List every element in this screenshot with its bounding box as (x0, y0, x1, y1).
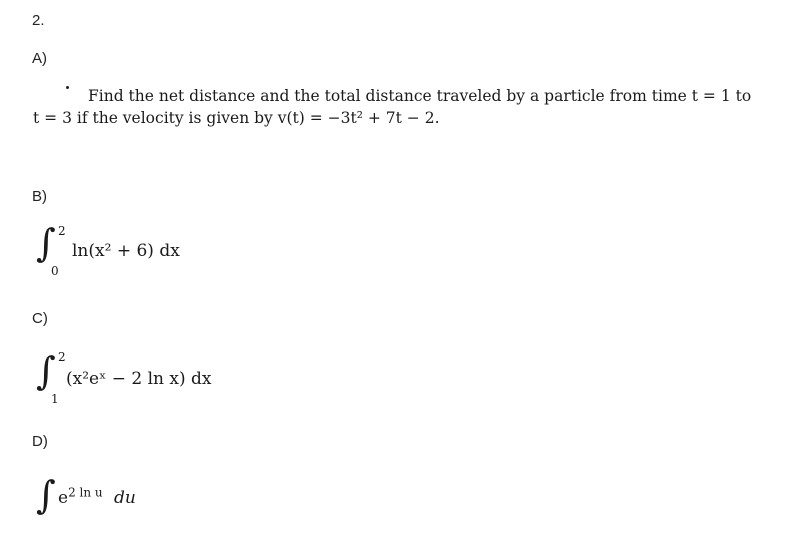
part-c-label: C) (32, 310, 48, 327)
lower-limit: 1 (51, 392, 59, 406)
integral-sign: ∫ (36, 349, 56, 393)
integrand-exponent: 2 ln u (68, 485, 103, 500)
part-b-integrand: ln(x² + 6) dx (72, 241, 180, 261)
lower-limit: 0 (51, 264, 59, 278)
problem-number: 2. (32, 12, 45, 29)
upper-limit: 2 (58, 224, 66, 238)
part-a-line-2: t = 3 if the velocity is given by v(t) = −3t² + 7t − 2. (33, 109, 440, 127)
part-d-label: D) (32, 433, 48, 450)
part-c-integrand: (x²eˣ − 2 ln x) dx (66, 369, 212, 389)
part-a-label: A) (32, 50, 47, 67)
integral-sign: ∫ (36, 221, 56, 265)
integral-sign: ∫ (36, 473, 56, 517)
part-a-line-1: Find the net distance and the total distance traveled by a particle from time t = 1 to (88, 87, 752, 105)
part-b-label: B) (32, 188, 47, 205)
bullet-dot (66, 86, 69, 89)
integrand-base: e (58, 488, 69, 508)
upper-limit: 2 (58, 350, 66, 364)
differential: du (114, 488, 136, 508)
part-d-integrand (58, 485, 136, 508)
